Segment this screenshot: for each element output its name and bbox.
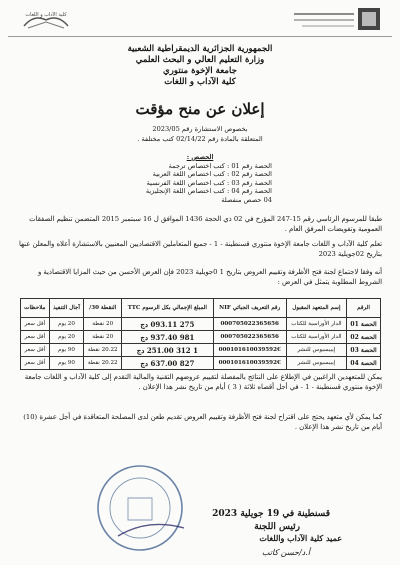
cell-note: أقل سعر [21, 331, 50, 344]
cell-amount: 275 093.11 دج [122, 318, 214, 331]
header-note: ملاحظات [21, 299, 50, 318]
consultation-number: بخصوص الاستشارة رقم 2023/05 [152, 125, 248, 133]
table-row [21, 331, 381, 344]
consultation-subject: المتعلقة بالمادة رقم 02/14/22 كتب مختلفة . [137, 135, 263, 143]
lot-item: الحصة رقم 03 : كتب اختصاص اللغة الفرنسية [146, 178, 272, 187]
cell-score: 20.22 نقطة [84, 357, 122, 370]
cell-score: 20 نقطة [84, 331, 122, 344]
header-bidder: إسم المتعهد المقبول [286, 299, 346, 318]
table-row [21, 318, 381, 331]
header-delay: آجال التنفيذ [49, 299, 84, 318]
cell-nif: 000705022365656 [213, 318, 286, 331]
cell-note: أقل سعر [21, 318, 50, 331]
table-row [21, 357, 381, 370]
signature-name: أ.د/حسن كاتب [261, 548, 310, 557]
header-score: النقطة 30/ [84, 299, 122, 318]
cell-amount: 827 637.00 دج [122, 357, 214, 370]
cell-bidder: إيبيسيوس للنشر [286, 357, 346, 370]
header-nif: رقم التعريف الجبائي NIF [213, 299, 286, 318]
header-line-3: جامعة الإخوة منتوري [163, 66, 237, 76]
cell-amount: 1 312 251.00 دج [122, 344, 214, 357]
cell-note: أقل سعر [21, 344, 50, 357]
cell-bidder: إيبيسيوس للنشر [286, 344, 346, 357]
cell-delay: 90 يوم [49, 344, 84, 357]
cell-amount: 981 937.40 دج [122, 331, 214, 344]
lot-item: 04 حصص منفصلة [221, 195, 272, 204]
paragraph-results-access: يمكن للمتعهدين الراغبين في الإطلاع على النتائج بالمفصلة لتقييم عروضهم التقنية والمالية التقدم إلى كلية الآداب و اللغات جامعة الإخوة منتوري قسنطينة - 1 - في أجل أقصاه ثلاثة ( 3 ) أيام من تاريخ نشر هذا الإعلان . [24, 373, 382, 391]
header-amount: المبلغ الإجمالي بكل الرسوم TTC [122, 299, 214, 318]
header-line-4: كلية الآداب و اللغات [164, 77, 236, 87]
lots-list [0, 162, 400, 204]
cell-bidder: الدار الأوراسية للكتاب [286, 318, 346, 331]
signature-dean: عميد كلية الآداب واللغات [259, 533, 342, 543]
cell-delay: 20 يوم [49, 331, 84, 344]
cell-delay: 20 يوم [49, 318, 84, 331]
cell-score: 20 نقطة [84, 318, 122, 331]
paragraph-appeal: كما يمكن لأي متعهد يحتج على اقتراح لجنة فتح الأظرفة وتقييم العروض تقديم طعن لدى المصلحة المتعاقدة في أجل عشرة (10) أيام من تاريخ نشر هذا الإعلان . [23, 413, 382, 431]
cell-score: 20.22 نقطة [84, 344, 122, 357]
cell-delay: 90 يوم [49, 357, 84, 370]
cell-lot: الحصة 03 [347, 344, 381, 357]
svg-text:كلية الآداب و اللغات: كلية الآداب و اللغات [25, 12, 67, 18]
header-lot: الرقم [347, 299, 381, 318]
paragraph-decree: طبقا للمرسوم الرئاسي رقم 15-247 المؤرخ في 02 ذي الحجة 1436 الموافق ل 16 سبتمبر 2015 المتضمن تنظيم الصفقات العمومية وتفويضات المرفق العام . [29, 215, 382, 233]
lot-item: الحصة رقم 01 : كتب اختصاص ترجمة [168, 162, 272, 170]
award-table [20, 298, 381, 370]
lots-heading: الحصص : [186, 153, 214, 161]
signature-role: رئيس اللجنة [254, 522, 300, 532]
cell-lot: الحصة 02 [347, 331, 381, 344]
document-title: إعلان عن منح مؤقت [135, 100, 265, 118]
paragraph-evaluation: أنه وفقا لاجتماع لجنة فتح الأظرفة وتقييم العروض بتاريخ 1 0جويلية 2023 فإن العرض الأحسن من حيث المزايا الاقتصادية و الشروط المطلوبة يتمثل في العرض : [37, 268, 382, 286]
university-logo-icon [292, 6, 384, 34]
paragraph-notice: تعلم كلية الآداب و اللغات جامعة الإخوة منتوري قسنطينة - 1 - جميع المتعاملين الاقتصاديين المعنيين بالاستشارة أعلاه والمعلن عنها بتاريخ 02جويلية 2023 [18, 240, 382, 258]
header-divider [8, 36, 392, 37]
lot-item: الحصة رقم 04 : كتب اختصاص اللغة الإنجليزية [145, 187, 272, 196]
cell-bidder: الدار الأوراسية للكتاب [286, 331, 346, 344]
cell-note: أقل سعر [21, 357, 50, 370]
table-row [21, 344, 381, 357]
cell-nif: 000705022365656 [213, 331, 286, 344]
cell-nif: 000101610039592€ [213, 357, 286, 370]
faculty-logo-icon [16, 8, 76, 34]
table-header-row [21, 299, 381, 318]
signature-date: قسنطينة في 19 جويلية 2023 [212, 509, 330, 519]
official-stamp-icon [88, 458, 198, 558]
cell-nif: 000101610039592€ [213, 344, 286, 357]
cell-lot: الحصة 04 [347, 357, 381, 370]
cell-lot: الحصة 01 [347, 318, 381, 331]
header-line-2: وزارة التعليم العالي و البحث العلمي [135, 55, 265, 65]
header-line-1: الجمهورية الجزائرية الديمقراطية الشعبية [127, 44, 273, 54]
lot-item: الحصة رقم 02 : كتب اختصاص اللغة العربية [152, 170, 272, 179]
